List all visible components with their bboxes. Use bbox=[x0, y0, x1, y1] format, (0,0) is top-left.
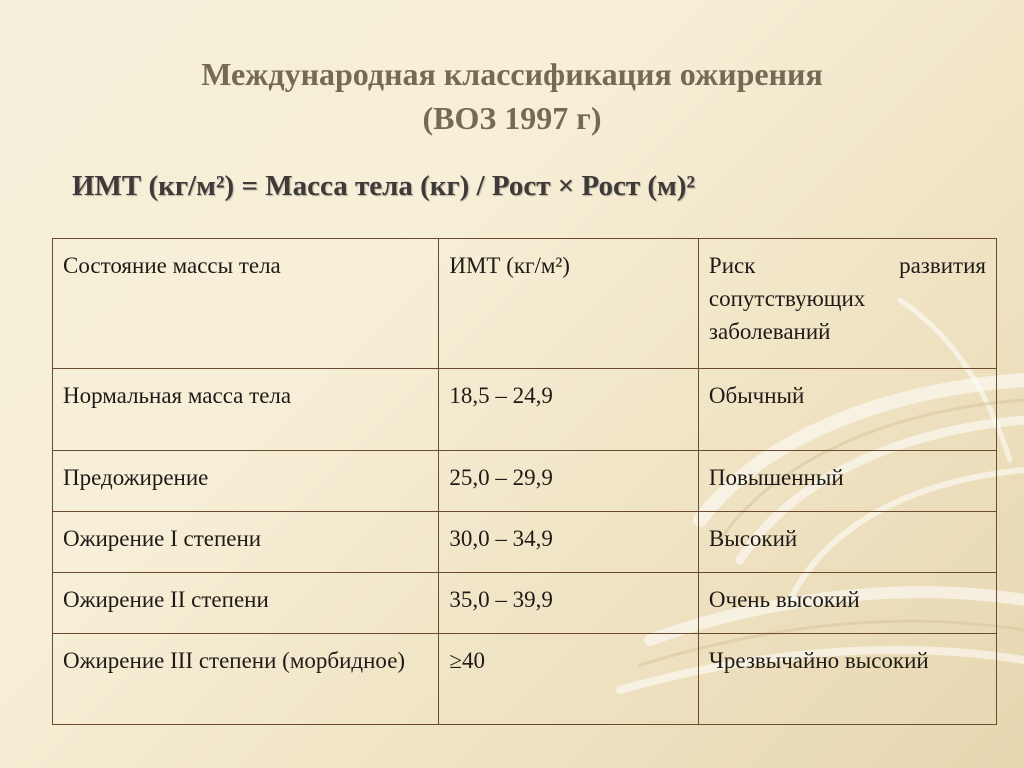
cell-weight-state: Предожирение bbox=[53, 451, 439, 512]
cell-risk: Чрезвычайно высокий bbox=[698, 634, 996, 725]
table-header-row bbox=[53, 239, 997, 369]
cell-bmi-range: 18,5 – 24,9 bbox=[439, 369, 699, 451]
slide-title bbox=[0, 52, 1024, 140]
header-cell-weight-state: Состояние массы тела bbox=[53, 239, 439, 369]
table-row bbox=[53, 573, 997, 634]
cell-bmi-range: ≥40 bbox=[439, 634, 699, 725]
cell-risk: Очень высокий bbox=[698, 573, 996, 634]
cell-risk: Высокий bbox=[698, 512, 996, 573]
table-row bbox=[53, 512, 997, 573]
cell-weight-state: Ожирение II степени bbox=[53, 573, 439, 634]
table-row bbox=[53, 451, 997, 512]
cell-bmi-range: 25,0 – 29,9 bbox=[439, 451, 699, 512]
cell-bmi-range: 35,0 – 39,9 bbox=[439, 573, 699, 634]
header-cell-risk: Риск развития сопутствующих заболеваний bbox=[698, 239, 996, 369]
cell-weight-state: Ожирение III степени (морбидное) bbox=[53, 634, 439, 725]
slide-title-line-2: (ВОЗ 1997 г) bbox=[422, 100, 602, 136]
header-cell-bmi: ИМТ (кг/м²) bbox=[439, 239, 699, 369]
bmi-classification-table bbox=[52, 238, 997, 725]
bmi-formula: ИМТ (кг/м²) = Масса тела (кг) / Рост × Рост (м)² bbox=[72, 170, 696, 202]
cell-weight-state: Нормальная масса тела bbox=[53, 369, 439, 451]
cell-risk: Повышенный bbox=[698, 451, 996, 512]
slide-title-line-1: Международная классификация ожирения bbox=[201, 56, 823, 92]
table-row bbox=[53, 369, 997, 451]
cell-bmi-range: 30,0 – 34,9 bbox=[439, 512, 699, 573]
cell-risk: Обычный bbox=[698, 369, 996, 451]
cell-weight-state: Ожирение I степени bbox=[53, 512, 439, 573]
table-row bbox=[53, 634, 997, 725]
